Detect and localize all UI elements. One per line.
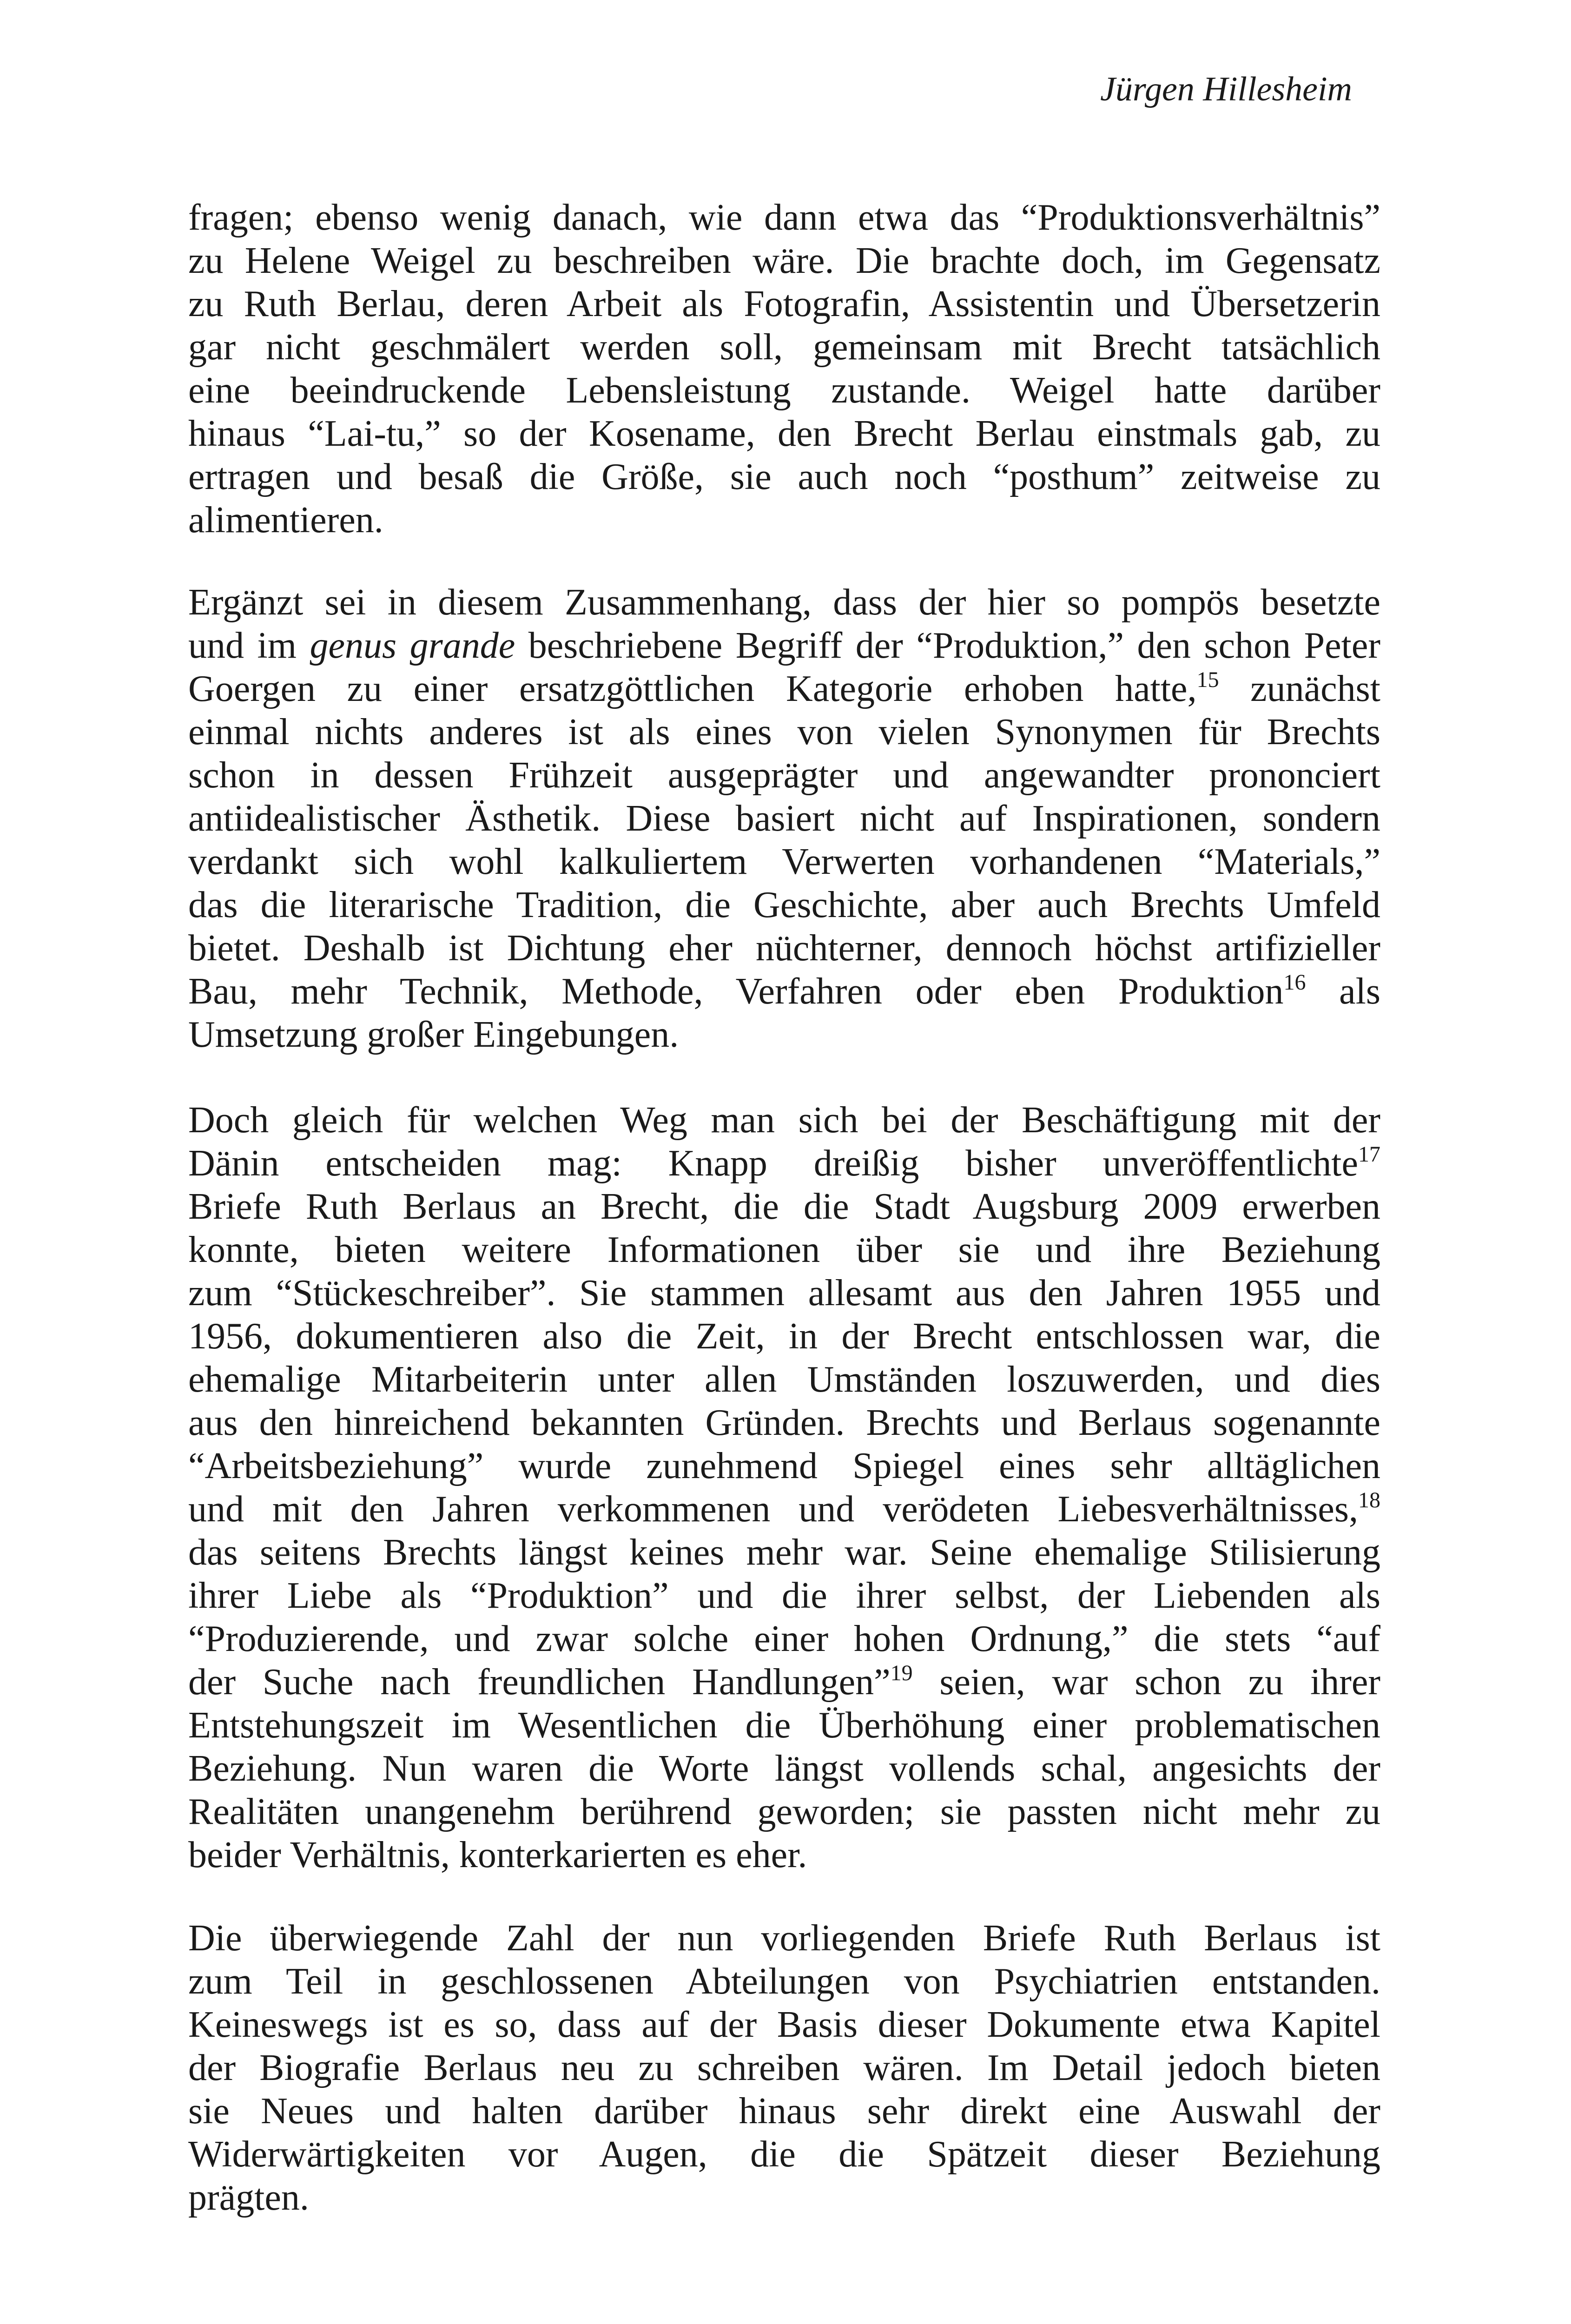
text-segment: Bau, mehr Technik, Methode, Verfahren oder eben Produktion — [188, 971, 1284, 1012]
text-line: hinaus “Lai-tu,” so der Kosename, den Brecht Berlau einstmals gab, zu — [188, 413, 1380, 454]
text-segment: beschriebene Begriff der “Produktion,” den schon Peter — [515, 625, 1381, 666]
paragraph-1 — [188, 196, 1380, 542]
text-line — [188, 970, 1380, 1013]
footnote-marker: 15 — [1196, 667, 1219, 692]
text-line: eine beeindruckende Lebensleistung zustande. Weigel hatte darüber — [188, 370, 1380, 411]
running-head-author: Jürgen Hillesheim — [1100, 70, 1352, 108]
text-segment: und mit den Jahren verkommenen und verödeten Liebesverhältnisses, — [188, 1489, 1358, 1530]
text-segment: der Suche nach freundlichen Handlungen” — [188, 1662, 891, 1703]
text-line: gar nicht geschmälert werden soll, gemeinsam mit Brecht tatsächlich — [188, 327, 1380, 368]
footnote-marker: 18 — [1358, 1488, 1380, 1512]
text-line: prägten. — [188, 2177, 309, 2218]
text-line: einmal nichts anderes ist als eines von vielen Synonymen für Brechts — [188, 712, 1380, 753]
text-line: antiidealistischer Ästhetik. Diese basiert nicht auf Inspirationen, sondern — [188, 798, 1380, 839]
text-line: alimentieren. — [188, 500, 383, 541]
paragraph-2 — [188, 581, 1380, 1056]
text-line: Briefe Ruth Berlaus an Brecht, die die Stadt Augsburg 2009 erwerben — [188, 1186, 1380, 1227]
text-segment: und im — [188, 625, 310, 666]
text-line: ehemalige Mitarbeiterin unter allen Umständen loszuwerden, und dies — [188, 1359, 1380, 1400]
text-line: das die literarische Tradition, die Geschichte, aber auch Brechts Umfeld — [188, 885, 1380, 925]
text-segment: Goergen zu einer ersatzgöttlichen Kategorie erhoben hatte, — [188, 668, 1197, 709]
text-line: Realitäten unangenehm berührend geworden; sie passten nicht mehr zu — [188, 1791, 1380, 1832]
text-segment: zunächst — [1219, 668, 1380, 709]
text-line: “Arbeitsbeziehung” wurde zunehmend Spiegel eines sehr alltäglichen — [188, 1446, 1380, 1486]
text-line: beider Verhältnis, konterkarierten es eher. — [188, 1835, 807, 1875]
text-line: ihrer Liebe als “Produktion” und die ihrer selbst, der Liebenden als — [188, 1575, 1380, 1616]
text-line: “Produzierende, und zwar solche einer hohen Ordnung,” die stets “auf — [188, 1618, 1380, 1659]
footnote-marker: 16 — [1283, 970, 1306, 995]
text-line: sie Neues und halten darüber hinaus sehr direkt eine Auswahl der — [188, 2091, 1380, 2132]
text-line: zum Teil in geschlossenen Abteilungen von Psychiatrien entstanden. — [188, 1961, 1380, 2002]
text-line: das seitens Brechts längst keines mehr war. Seine ehemalige Stilisierung — [188, 1532, 1380, 1573]
text-line — [188, 624, 1380, 667]
text-segment: als — [1306, 971, 1380, 1012]
text-line — [188, 1488, 1380, 1531]
paragraph-3 — [188, 1099, 1380, 1877]
text-line — [188, 1142, 1380, 1185]
footnote-marker: 19 — [890, 1661, 913, 1685]
paragraph-4 — [188, 1917, 1380, 2219]
text-line: zu Helene Weigel zu beschreiben wäre. Die brachte doch, im Gegensatz — [188, 240, 1380, 281]
text-line: aus den hinreichend bekannten Gründen. Brechts und Berlaus sogenannte — [188, 1402, 1380, 1443]
text-line: fragen; ebenso wenig danach, wie dann etwa das “Produktionsverhältnis” — [188, 197, 1380, 238]
text-segment: seien, war schon zu ihrer — [912, 1662, 1381, 1703]
text-line: bietet. Deshalb ist Dichtung eher nüchterner, dennoch höchst artifizieller — [188, 928, 1380, 969]
text-segment: Dänin entscheiden mag: Knapp dreißig bisher unveröffentlichte — [188, 1143, 1358, 1184]
text-line: der Biografie Berlaus neu zu schreiben wären. Im Detail jedoch bieten — [188, 2047, 1380, 2088]
text-line: ertragen und besaß die Größe, sie auch noch “posthum” zeitweise zu — [188, 456, 1380, 497]
text-line: Umsetzung großer Eingebungen. — [188, 1014, 679, 1055]
text-line: zu Ruth Berlau, deren Arbeit als Fotografin, Assistentin und Übersetzerin — [188, 284, 1380, 324]
text-line: verdankt sich wohl kalkuliertem Verwerten vorhandenen “Materials,” — [188, 841, 1380, 882]
italic-term: genus grande — [310, 625, 515, 666]
text-line: zum “Stückeschreiber”. Sie stammen allesamt aus den Jahren 1955 und — [188, 1273, 1380, 1314]
text-line — [188, 1661, 1380, 1704]
footnote-marker: 17 — [1358, 1142, 1380, 1167]
text-line: 1956, dokumentieren also die Zeit, in der Brecht entschlossen war, die — [188, 1316, 1380, 1357]
text-line: Entstehungszeit im Wesentlichen die Überhöhung einer problematischen — [188, 1705, 1380, 1746]
text-line: Beziehung. Nun waren die Worte längst vollends schal, angesichts der — [188, 1748, 1380, 1789]
text-line: Die überwiegende Zahl der nun vorliegenden Briefe Ruth Berlaus ist — [188, 1918, 1380, 1959]
text-line: konnte, bieten weitere Informationen über sie und ihre Beziehung — [188, 1229, 1380, 1270]
text-line: Widerwärtigkeiten vor Augen, die die Spätzeit dieser Beziehung — [188, 2134, 1380, 2175]
text-line: Doch gleich für welchen Weg man sich bei der Beschäftigung mit der — [188, 1100, 1380, 1141]
text-line: Ergänzt sei in diesem Zusammenhang, dass der hier so pompös besetzte — [188, 582, 1380, 623]
text-line: schon in dessen Frühzeit ausgeprägter und angewandter prononciert — [188, 755, 1380, 796]
text-line: Keineswegs ist es so, dass auf der Basis dieser Dokumente etwa Kapitel — [188, 2004, 1380, 2045]
text-line — [188, 667, 1380, 711]
